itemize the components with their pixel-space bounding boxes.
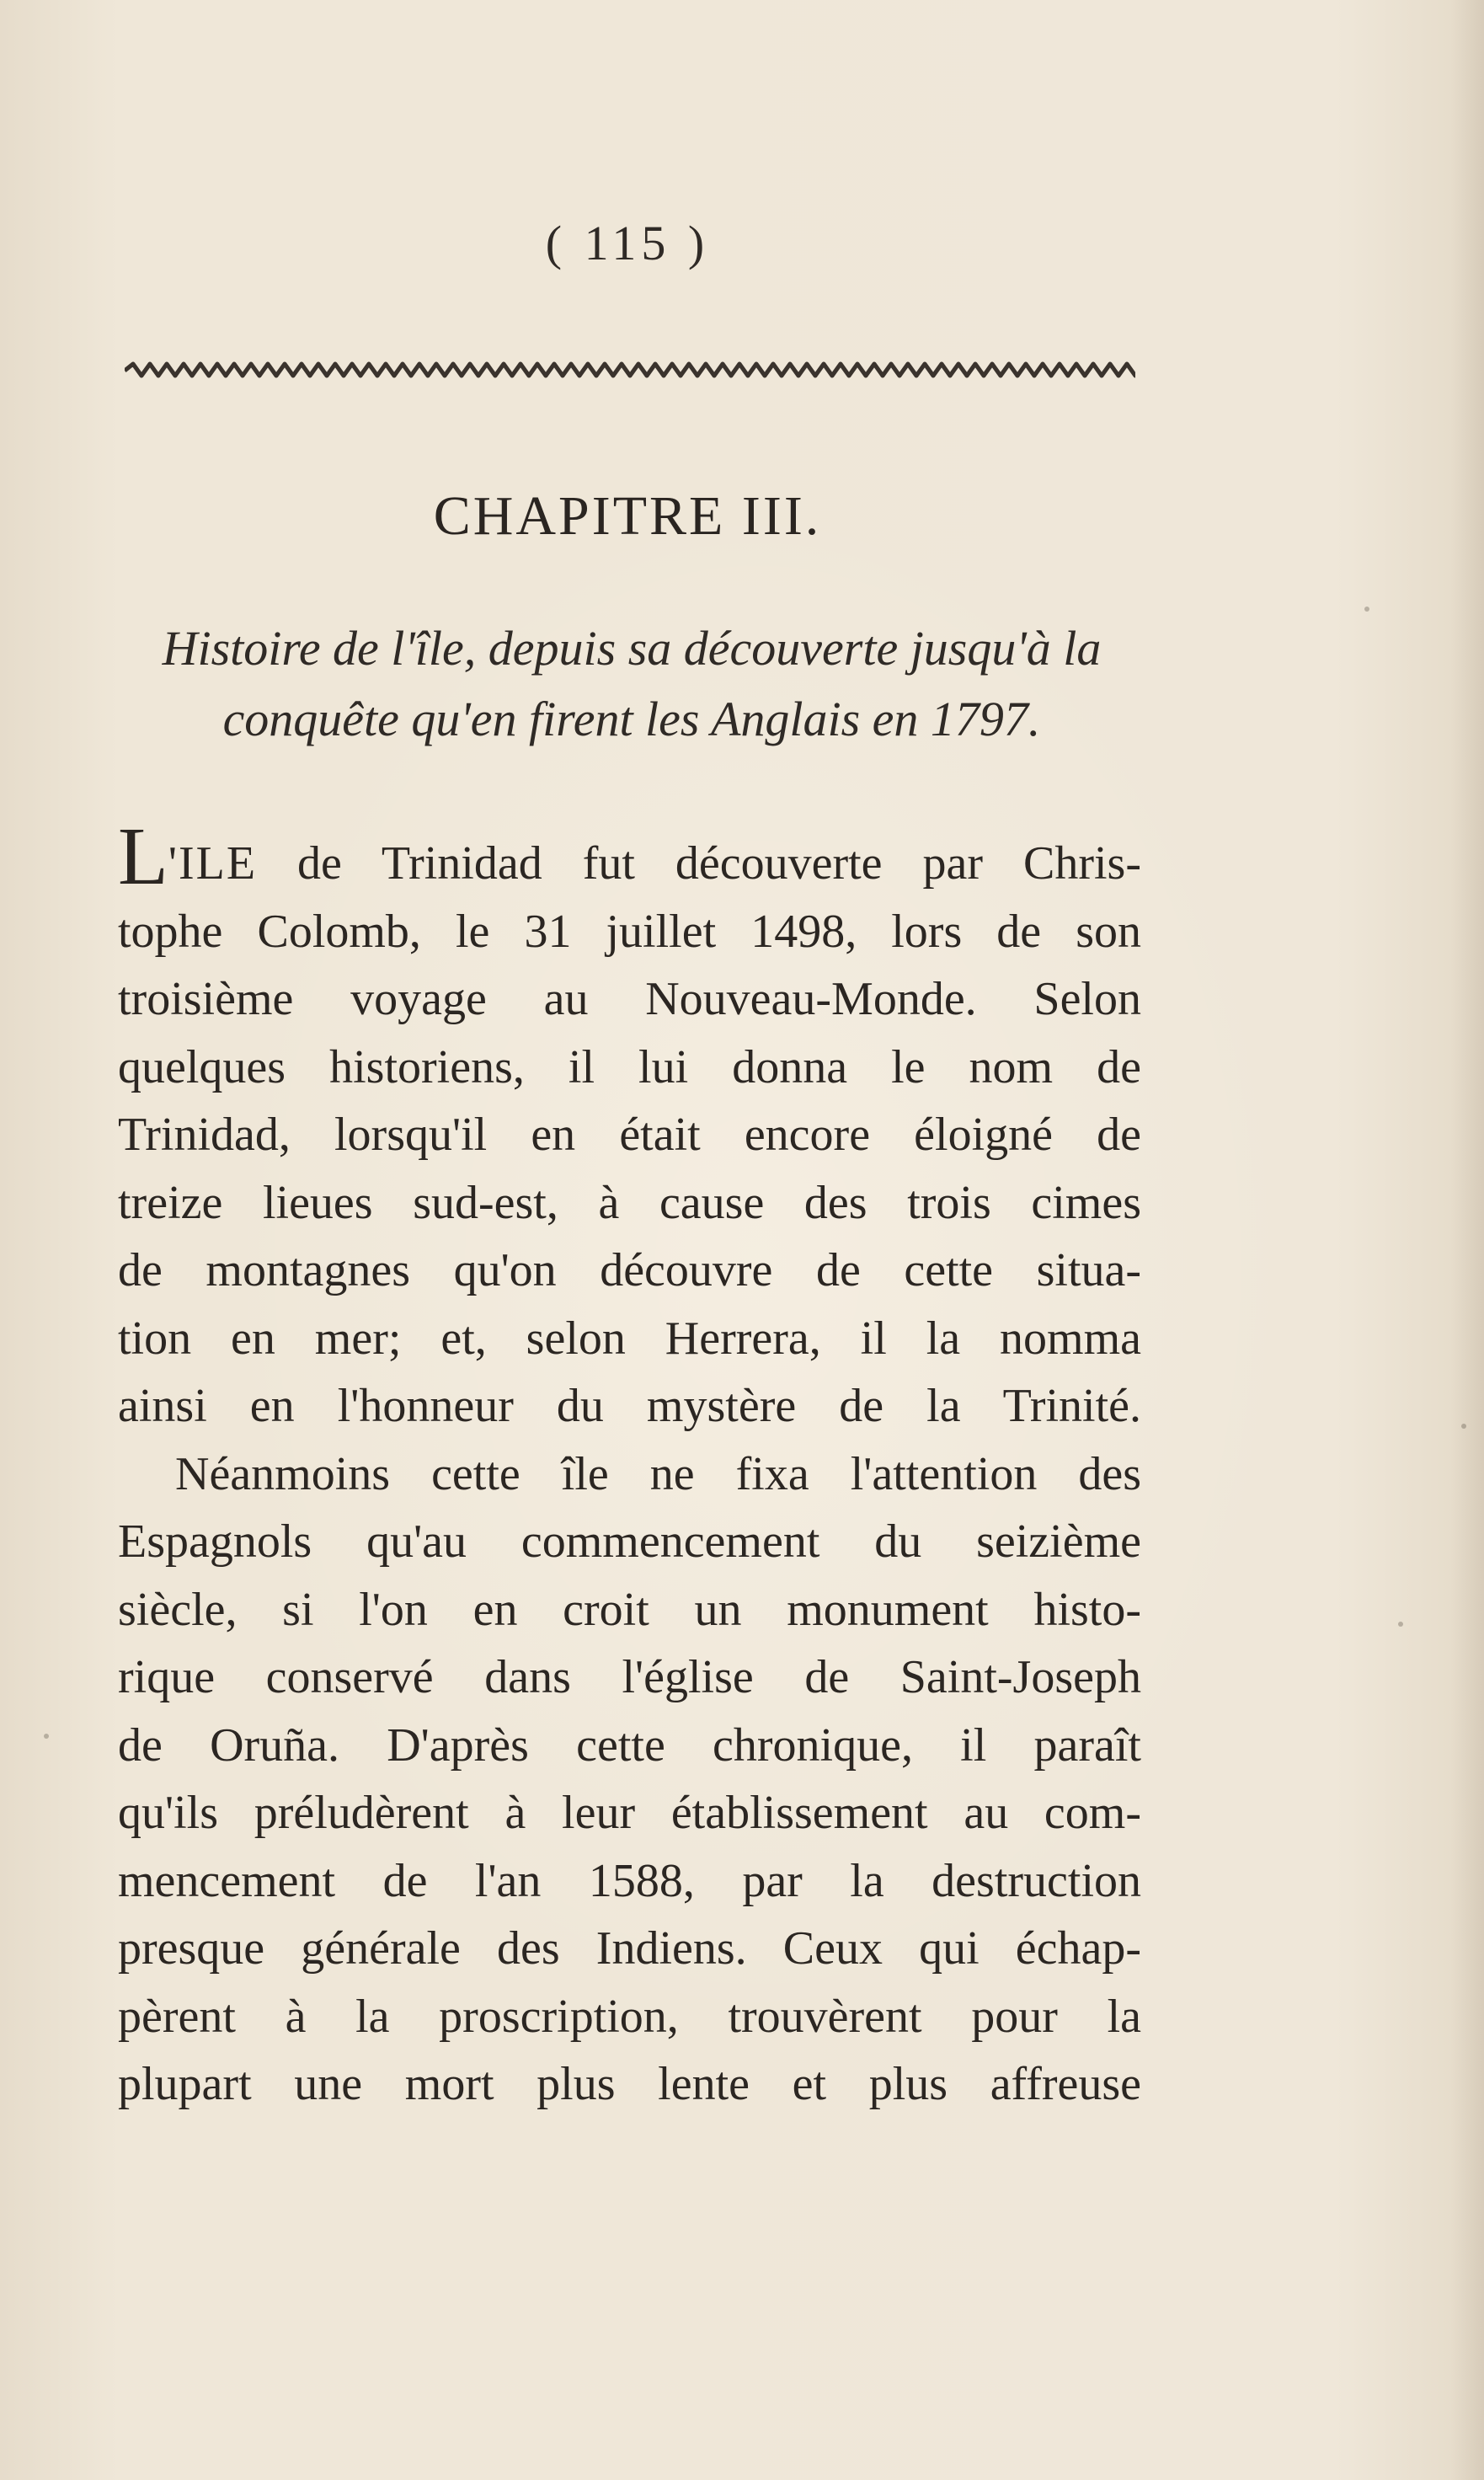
page-number: ( 115 ) — [545, 216, 710, 270]
text-line: de montagnes qu'on découvre de cette situa- — [118, 1244, 1141, 1296]
text-line: Néanmoins cette île ne fixa l'attention des — [175, 1447, 1141, 1500]
subtitle-line: Histoire de l'île, depuis sa découverte jusqu'à la — [162, 621, 1102, 676]
chapter-subtitle — [118, 613, 1145, 755]
paper-speck — [1364, 607, 1369, 612]
text-line: pèrent à la proscription, trouvèrent pour la — [118, 1990, 1141, 2043]
small-caps-word: 'ILE — [168, 837, 258, 890]
paper-speck — [44, 1734, 49, 1739]
paper-speck — [1398, 1622, 1403, 1627]
text-line: presque générale des Indiens. Ceux qui échap- — [118, 1922, 1141, 1975]
text-line: troisième voyage au Nouveau-Monde. Selon — [118, 973, 1141, 1025]
text-line: tophe Colomb, le 31 juillet 1498, lors de son — [118, 905, 1141, 958]
page-edge-shadow — [1450, 0, 1484, 2480]
paragraph-1-first-line — [118, 811, 1141, 902]
drop-cap: L — [118, 811, 168, 902]
text-line: ainsi en l'honneur du mystère de la Trinité. — [118, 1380, 1141, 1432]
body-text — [118, 811, 1141, 2119]
chapter-title: CHAPITRE III. — [433, 485, 822, 547]
text-line: treize lieues sud-est, à cause des trois cimes — [118, 1176, 1141, 1229]
text-line: siècle, si l'on en croit un monument histo- — [118, 1583, 1141, 1636]
text-line: tion en mer; et, selon Herrera, il la nomma — [118, 1312, 1141, 1365]
text-line: mencement de l'an 1588, par la destruction — [118, 1854, 1141, 1907]
paper-speck — [1461, 1424, 1466, 1429]
text-line: Trinidad, lorsqu'il en était encore éloigné de — [118, 1109, 1141, 1161]
text-line: de Oruña. D'après cette chronique, il paraît — [118, 1718, 1141, 1772]
text-line: plupart une mort plus lente et plus affreuse — [118, 2058, 1141, 2110]
text-line: qu'ils préludèrent à leur établissement au com- — [118, 1787, 1141, 1839]
subtitle-line: conquête qu'en firent les Anglais en 1797. — [222, 692, 1041, 746]
text-line: quelques historiens, il lui donna le nom de — [118, 1040, 1141, 1093]
text-line: rique conservé dans l'église de Saint-Joseph — [118, 1651, 1141, 1703]
text-run: de Trinidad fut découverte par Chris- — [257, 837, 1141, 890]
text-line: Espagnols qu'au commencement du seizième — [118, 1515, 1141, 1568]
decorative-rule-ornament — [125, 354, 1135, 388]
